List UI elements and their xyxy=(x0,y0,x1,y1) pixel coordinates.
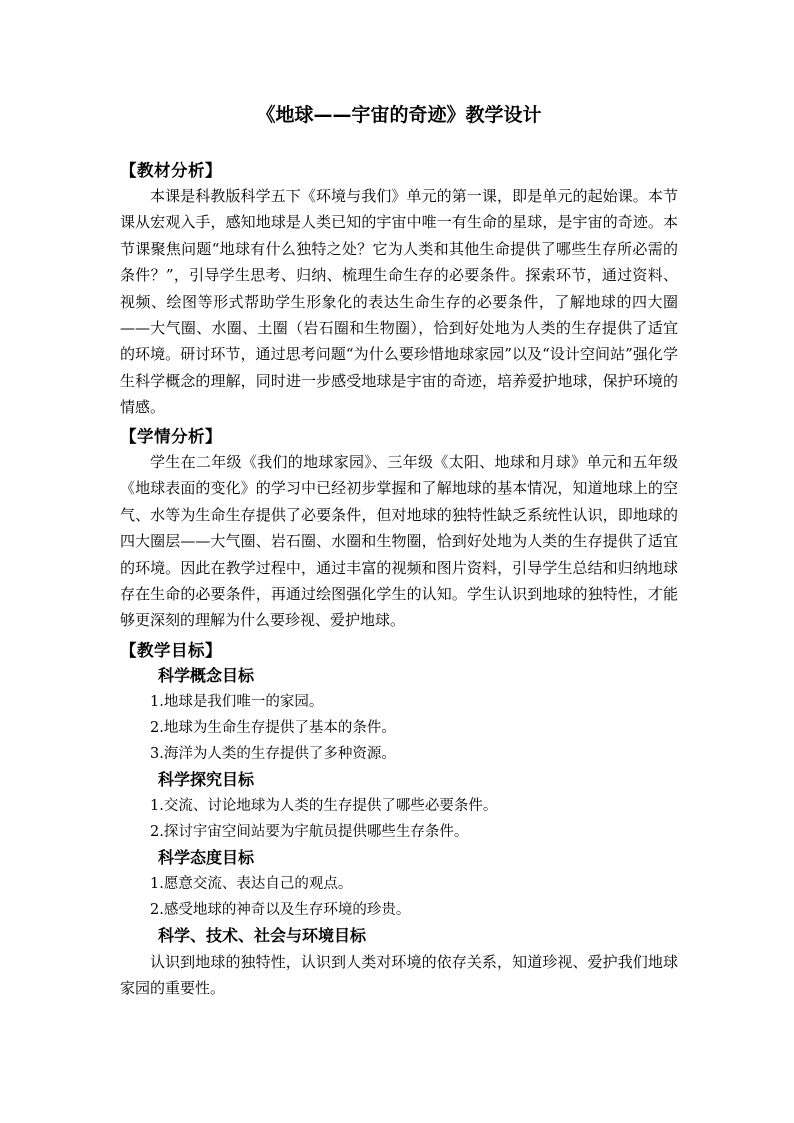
list-item: 1.交流、讨论地球为人类的生存提供了哪些必要条件。 xyxy=(150,798,498,814)
list-item: 1.地球是我们唯一的家园。 xyxy=(150,694,324,710)
goal-attitude-list xyxy=(120,871,678,923)
textbook-analysis-paragraph: 本课是科教版科学五下《环境与我们》单元的第一课，即是单元的起始课。本节课从宏观入手，感知地球是人类已知的宇宙中唯一有生命的星球，是宇宙的奇迹。本节课聚焦问题“地球有什么独特之处？它为人类和其他生命提供了哪些生存所必需的条件？”，引导学生思考、归纳、梳理生命生存的必要条件。探索环节，通过资料、视频、绘图等形式帮助学生形象化的表达生命生存的必要条件，了解地球的四大圈——大气圈、水圈、土圈（岩石圈和生物圈），恰到好处地为人类的生存提供了适宜的环境。研讨环节，通过思考问题“为什么要珍惜地球家园”以及“设计空间站”强化学生科学概念的理解，同时进一步感受地球是宇宙的奇迹，培养爱护地球，保护环境的情感。 xyxy=(120,187,678,417)
list-item: 2.地球为生命生存提供了基本的条件。 xyxy=(150,720,396,736)
goal-sts-title: 科学、技术、社会与环境目标 xyxy=(158,926,367,945)
section-heading-learners: 【学情分析】 xyxy=(120,427,222,446)
section-heading-goals: 【教学目标】 xyxy=(120,641,222,660)
list-item: 1.愿意交流、表达自己的观点。 xyxy=(150,876,353,892)
document-title: 《地球——宇宙的奇迹》教学设计 xyxy=(256,104,542,126)
list-item: 3.海洋为人类的生存提供了多种资源。 xyxy=(150,746,396,762)
goal-concept-title: 科学概念目标 xyxy=(158,666,255,685)
section-learner-analysis xyxy=(120,424,678,634)
section-textbook-analysis xyxy=(120,158,678,421)
goal-attitude-title: 科学态度目标 xyxy=(158,848,255,867)
list-item: 2.探讨宇宙空间站要为宇航员提供哪些生存条件。 xyxy=(150,824,469,840)
goal-sts-paragraph: 认识到地球的独特性，认识到人类对环境的依存关系，知道珍视、爱护我们地球家园的重要性。 xyxy=(120,953,678,998)
learner-analysis-paragraph: 学生在二年级《我们的地球家园》、三年级《太阳、地球和月球》单元和五年级《地球表面的变化》的学习中已经初步掌握和了解地球的基本情况，知道地球上的空气、水等为生命生存提供了必要条件，但对地球的独特性缺乏系统性认识，即地球的四大圈层——大气圈、岩石圈、水圈和生物圈，恰到好处地为人类的生存提供了适宜的环境。因此在教学过程中，通过丰富的视频和图片资料，引导学生总结和归纳地球存在生命的必要条件，再通过绘图强化学生的认知。学生认识到地球的独特性，才能够更深刻的理解为什么要珍视、爱护地球。 xyxy=(120,453,678,630)
section-heading-textbook: 【教材分析】 xyxy=(120,161,222,180)
list-item: 2.感受地球的神奇以及生存环境的珍贵。 xyxy=(150,902,411,918)
goal-inquiry-list xyxy=(120,793,678,845)
goal-inquiry-title: 科学探究目标 xyxy=(158,770,255,789)
goal-concept-list xyxy=(120,689,678,767)
section-teaching-goals xyxy=(120,638,678,1002)
